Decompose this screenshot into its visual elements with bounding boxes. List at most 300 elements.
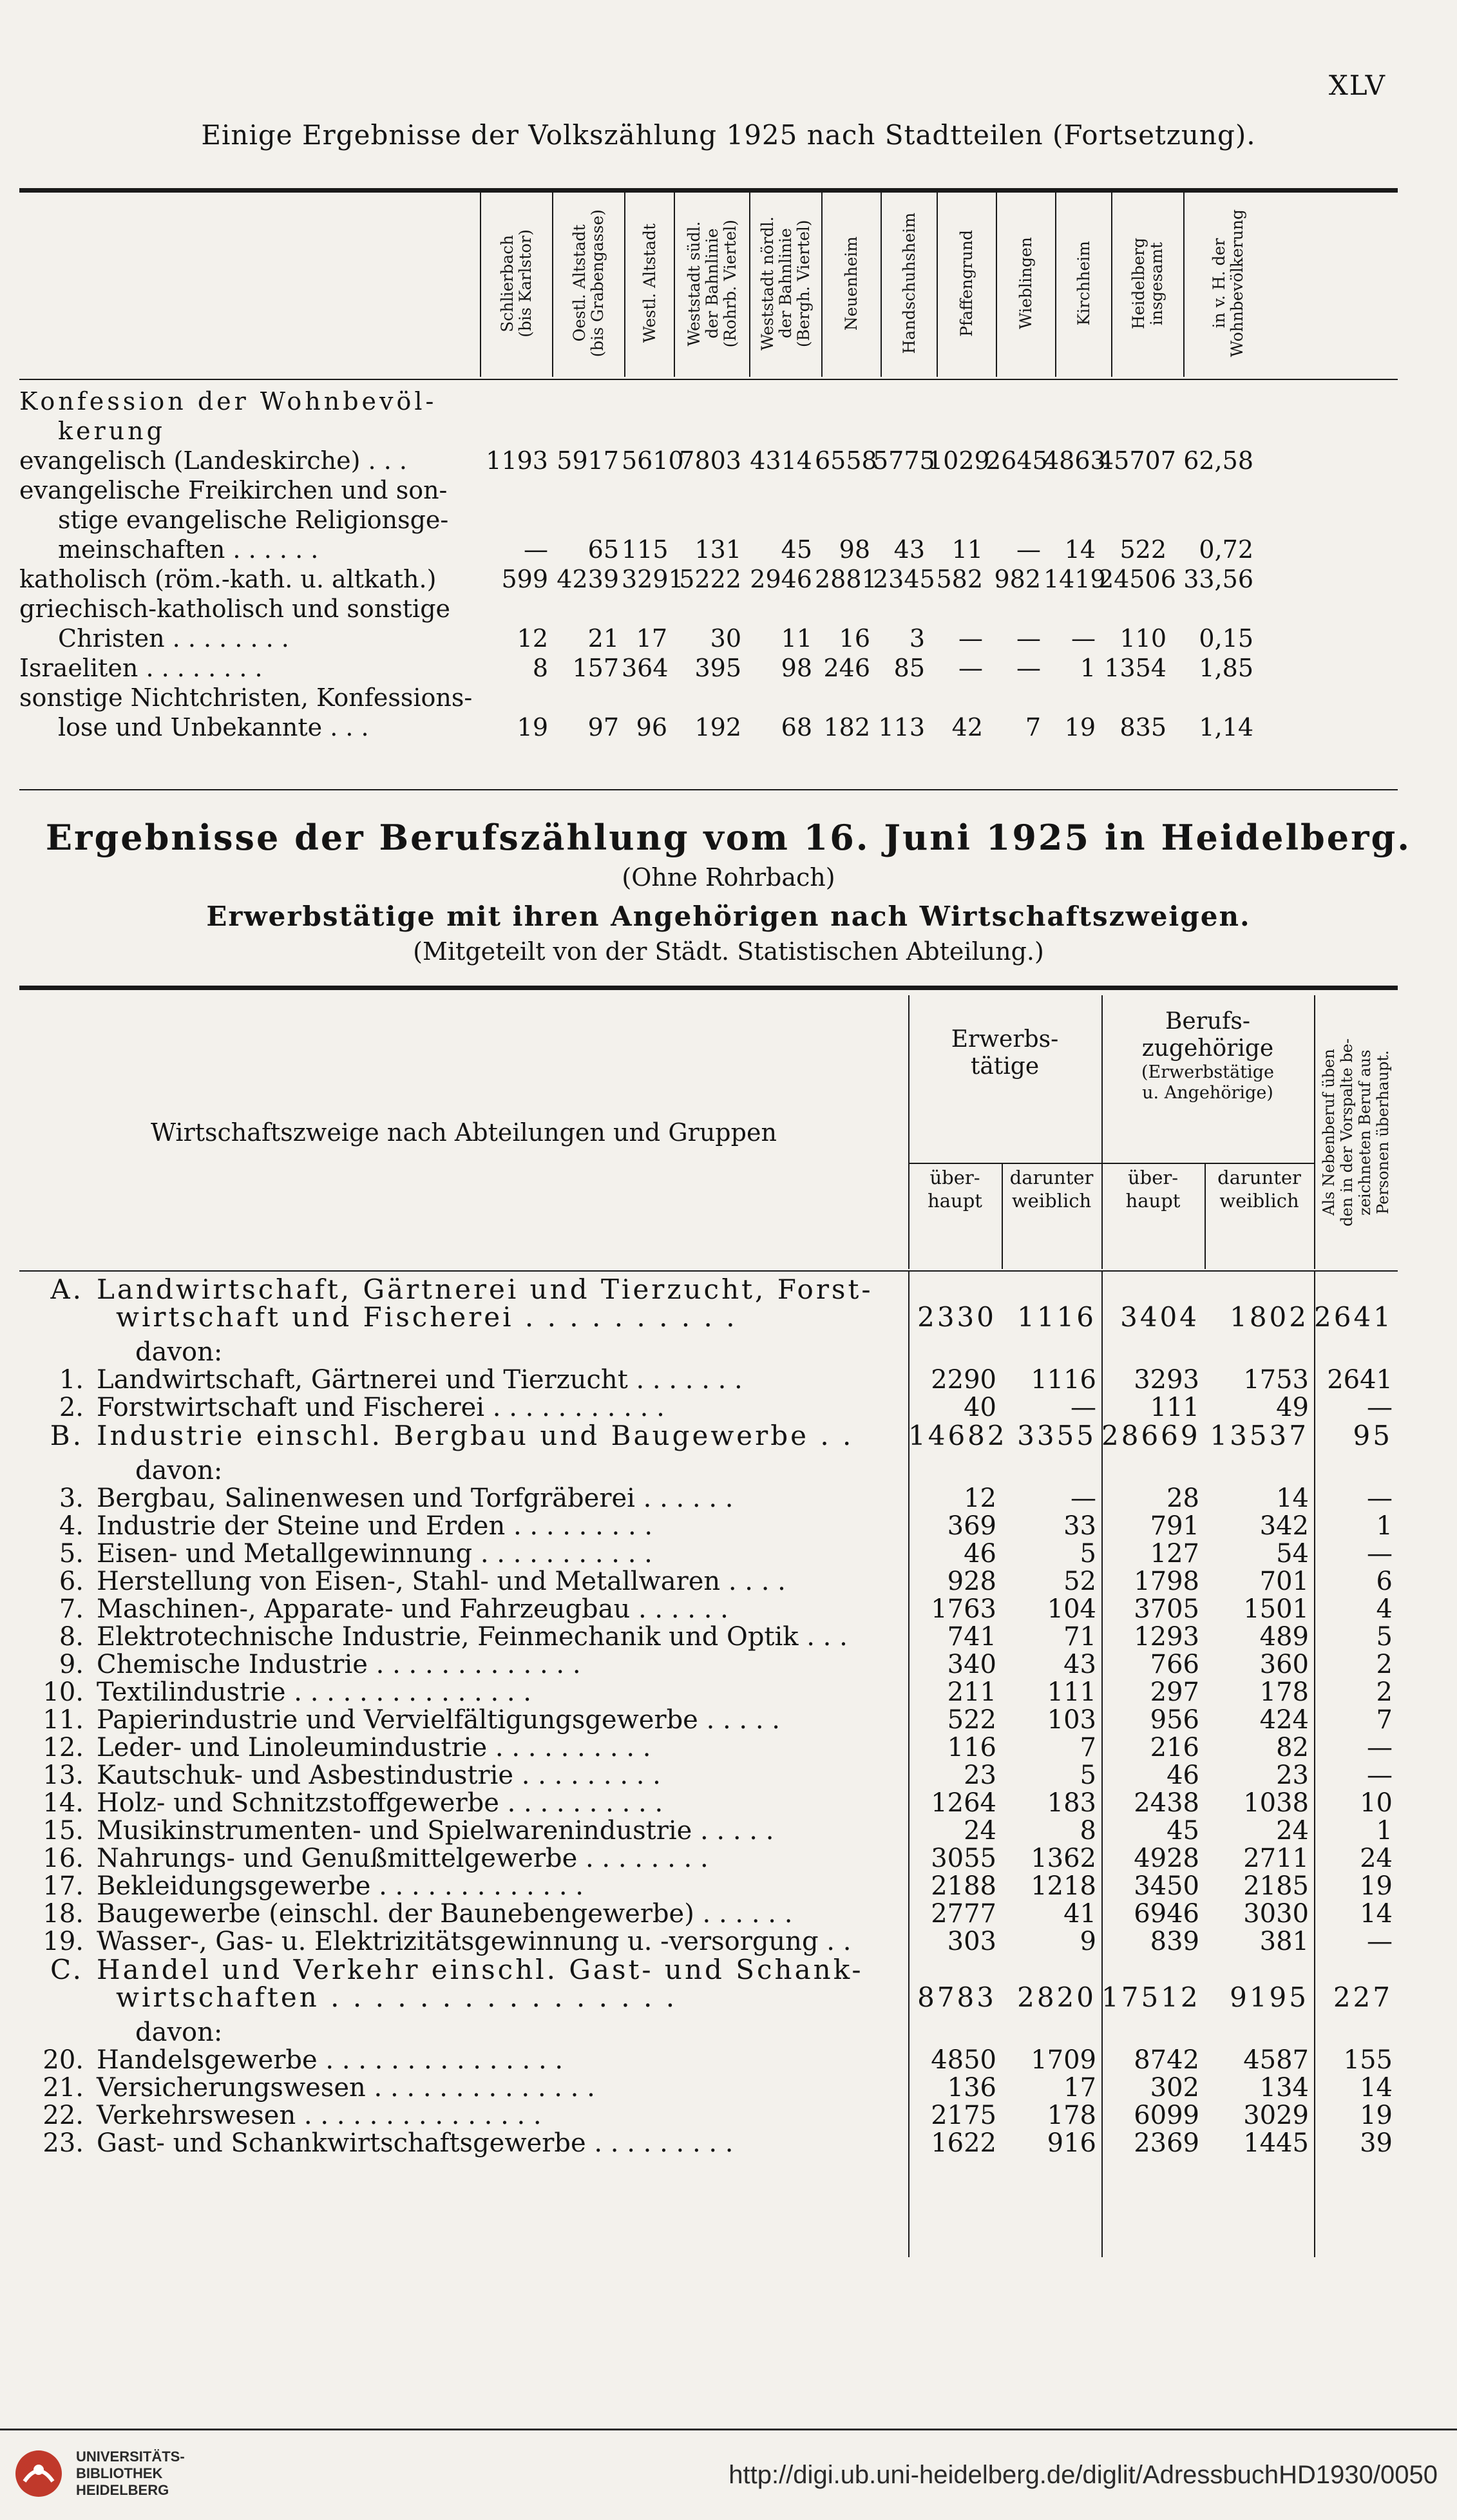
logo-line-3: HEIDELBERG — [76, 2482, 169, 2498]
table1-row-label: katholisch (röm.-kath. u. altkath.) — [19, 565, 437, 593]
table2-cell: 1293 — [1134, 1622, 1199, 1652]
table2-row-label: Landwirtschaft, Gärtnerei und Tierzucht . . . . . . . — [97, 1365, 743, 1395]
table2-row-label: Maschinen-, Apparate- und Fahrzeugbau . . . . . . — [97, 1594, 729, 1624]
table2-row-label: Versicherungswesen . . . . . . . . . . . . . . — [97, 2073, 595, 2103]
header-beruf-total: über- haupt — [1125, 1167, 1181, 1212]
table1-column-header — [674, 190, 749, 377]
table2-cell: 14 — [1360, 1899, 1393, 1929]
table2-cell: 1038 — [1243, 1788, 1309, 1818]
library-logo — [13, 2448, 185, 2499]
table2-cell: 2290 — [931, 1365, 996, 1395]
table2-row — [19, 1706, 1398, 1734]
table2-cell: 49 — [1276, 1393, 1309, 1422]
table2-row — [19, 2074, 1398, 2102]
table2-row-label: Bergbau, Salinenwesen und Torfgräberei . . . . . . — [97, 1484, 734, 1513]
header-nebenberuf-text: Als Nebenberuf üben den in der Vorspalte be- zeichneten Beruf aus Personen überhaupt. — [1320, 1038, 1392, 1227]
table2-row-number: 16. — [43, 1844, 84, 1873]
table2-cell: 82 — [1276, 1733, 1309, 1762]
table2-top-rule — [19, 986, 1398, 990]
table2-cell: 489 — [1259, 1622, 1309, 1652]
table1-cell: 131 — [694, 535, 741, 564]
library-logo-text — [76, 2448, 185, 2499]
table2-subtitle-3: (Mitgeteilt von der Städt. Statistischen Abteilung.) — [413, 937, 1044, 966]
table2-cell: 8 — [1080, 1816, 1096, 1846]
table2-cell: 2369 — [1134, 2128, 1199, 2158]
table2-sector-row — [19, 1956, 1398, 1983]
table2-cell: 14 — [1276, 1484, 1309, 1513]
table2-row — [19, 2130, 1398, 2157]
table2-cell: 8742 — [1134, 2045, 1199, 2075]
table2-cell: 4 — [1376, 1594, 1393, 1624]
table2-row-label: Leder- und Linoleumindustrie . . . . . . . . . . — [97, 1733, 651, 1762]
table2-row — [19, 2019, 1398, 2047]
table2-cell: 839 — [1150, 1927, 1199, 1956]
table1-row-label: stige evangelische Religionsge- — [58, 506, 449, 534]
table1-cell: 246 — [823, 654, 870, 682]
table1-cell: 2345 — [873, 565, 935, 593]
table1-column-header — [1111, 190, 1183, 377]
table2-row-label: Baugewerbe (einschl. der Baunebengewerbe) . . . . . . — [97, 1899, 793, 1929]
logo-line-1: UNIVERSITÄTS- — [76, 2448, 185, 2465]
table2-cell: 10 — [1360, 1788, 1393, 1818]
table2-cell: 216 — [1150, 1733, 1199, 1762]
table2-cell: 28669 — [1101, 1420, 1201, 1451]
table1-row-values — [480, 624, 1256, 653]
table1-cell: 45707 — [1098, 446, 1176, 475]
table2-sector-row — [19, 1303, 1398, 1331]
table2-row — [19, 1485, 1398, 1513]
table2-row-label: Herstellung von Eisen-, Stahl- und Metallwaren . . . . — [97, 1567, 786, 1596]
table2-title: Ergebnisse der Berufszählung vom 16. Juni 1925 in Heidelberg. — [45, 817, 1412, 858]
table2-cell: 2175 — [931, 2101, 996, 2130]
table1-cell: 1354 — [1104, 654, 1167, 682]
table2-row-label: Handelsgewerbe . . . . . . . . . . . . . . . — [97, 2045, 564, 2075]
table2-cell: 340 — [947, 1650, 996, 1679]
table2-header-rule — [19, 1270, 1398, 1272]
table1-cell: 599 — [501, 565, 548, 593]
table2-row-number: 6. — [59, 1567, 84, 1596]
table1-column-header — [821, 190, 881, 377]
table2-row — [19, 1366, 1398, 1394]
table2-cell: 5 — [1376, 1622, 1393, 1652]
table1-title: Einige Ergebnisse der Volkszählung 1925 nach Stadtteilen (Fortsetzung). — [201, 119, 1256, 151]
table2-subtitle-2: Erwerbstätige mit ihren Angehörigen nach Wirtschaftszweigen. — [206, 901, 1251, 932]
table1-cell: 0,72 — [1199, 535, 1253, 564]
table2-cell: 916 — [1047, 2128, 1096, 2158]
table1-row — [19, 446, 1398, 475]
header-berufszugehoerige-line4: u. Angehörige) — [1142, 1083, 1273, 1103]
table1-cell: 17 — [636, 624, 667, 653]
table2-cell: — — [1367, 1484, 1393, 1513]
table2-cell: 95 — [1353, 1420, 1393, 1451]
table2-row-label: Landwirtschaft, Gärtnerei und Tierzucht, Forst- — [97, 1274, 873, 1305]
table2-subtitle-1: (Ohne Rohrbach) — [622, 863, 835, 892]
table2-cell: 1116 — [1017, 1301, 1096, 1333]
table1-cell: 62,58 — [1183, 446, 1253, 475]
table1-column-header-text: Neuenheim — [842, 236, 861, 331]
table2-cell: 39 — [1360, 2128, 1393, 2158]
table2-cell: 6946 — [1134, 1899, 1199, 1929]
table2-cell: 297 — [1150, 1677, 1199, 1707]
table2-row-label: wirtschaften . . . . . . . . . . . . . . . . — [116, 1981, 678, 2013]
table1-heading-row — [19, 387, 1398, 416]
table2-cell: — — [1367, 1761, 1393, 1790]
table2-row-number: 14. — [43, 1788, 84, 1818]
table2-row-number: 23. — [43, 2128, 84, 2158]
table2-row-label: Eisen- und Metallgewinnung . . . . . . . . . . . — [97, 1539, 652, 1569]
header-berufszugehoerige — [1101, 1008, 1314, 1103]
table2-cell: 9195 — [1230, 1981, 1309, 2013]
table2-row-label: Bekleidungsgewerbe . . . . . . . . . . . . . — [97, 1871, 584, 1901]
table2-row — [19, 1568, 1398, 1596]
table1-row-label: evangelisch (Landeskirche) . . . — [19, 446, 407, 475]
table1-cell: 96 — [636, 713, 667, 741]
table1-row — [19, 564, 1398, 594]
table2-cell: 3030 — [1243, 1899, 1309, 1929]
table2-row-number: 12. — [43, 1733, 84, 1762]
table2-row-number: 21. — [43, 2073, 84, 2103]
table1-column-header-text: in v. H. der Wohnbevölkerung — [1209, 209, 1246, 358]
logo-line-2: BIBLIOTHEK — [76, 2465, 163, 2481]
table2-sector-row — [19, 1422, 1398, 1449]
table1-cell: 182 — [823, 713, 870, 741]
table2-row — [19, 1734, 1398, 1762]
table2-cell: 522 — [947, 1705, 996, 1735]
table2-row-label: Gast- und Schankwirtschaftsgewerbe . . . . . . . . . — [97, 2128, 734, 2158]
table2-cell: 3404 — [1120, 1301, 1199, 1333]
table2-cell: 104 — [1047, 1594, 1096, 1624]
table1-cell: 3291 — [622, 565, 684, 593]
table1-cell: 11 — [951, 535, 983, 564]
table1-column-header — [552, 190, 624, 377]
table2-cell: 19 — [1360, 1871, 1393, 1901]
table2-cell: 45 — [1167, 1816, 1199, 1846]
header-erwerbstaetige-line1: Erwerbs- — [951, 1026, 1059, 1053]
table2-cell: 183 — [1047, 1788, 1096, 1818]
table2-cell: 23 — [964, 1761, 996, 1790]
table2-cell: — — [1367, 1927, 1393, 1956]
table2-row-number: 17. — [43, 1871, 84, 1901]
header-berufszugehoerige-line3: (Erwerbstätige — [1141, 1062, 1274, 1082]
table1-body — [19, 387, 1398, 742]
table2-cell: 928 — [947, 1567, 996, 1596]
table2-cell: 3705 — [1134, 1594, 1199, 1624]
table2-row-number: 1. — [59, 1365, 84, 1395]
table1-cell: 4863 — [1043, 446, 1106, 475]
table2-cell: 136 — [947, 2073, 996, 2103]
table2-row-label: davon: — [135, 2018, 223, 2047]
table1-row-values — [480, 446, 1256, 475]
table1-column-header-text: Handschuhsheim — [899, 213, 919, 354]
table2-cell: 381 — [1259, 1927, 1309, 1956]
table1-row-values — [480, 712, 1256, 742]
table1-cell: 98 — [781, 654, 812, 682]
table1-cell: 21 — [587, 624, 619, 653]
table2-row — [19, 1623, 1398, 1651]
table1-cell: 8 — [532, 654, 548, 682]
table2-cell: — — [1071, 1484, 1096, 1513]
table1-column-header-text: Weststadt nördl. der Bahnlinie (Bergh. Viertel) — [758, 216, 813, 351]
table1-cell: 3 — [909, 624, 925, 653]
table2-row-label: Holz- und Schnitzstoffgewerbe . . . . . . . . . . — [97, 1788, 663, 1818]
table1-row-label: meinschaften . . . . . . — [58, 535, 319, 564]
table2-row-number: 15. — [43, 1816, 84, 1846]
table1-cell: 0,15 — [1199, 624, 1253, 653]
table1-row-label: griechisch-katholisch und sonstige — [19, 595, 451, 623]
table1-cell: 192 — [694, 713, 741, 741]
table1-cell: — — [1071, 624, 1096, 653]
table1-cell: 33,56 — [1183, 565, 1253, 593]
table2-cell: 1362 — [1031, 1844, 1096, 1873]
table2-cell: 3450 — [1134, 1871, 1199, 1901]
table2-row-label: Textilindustrie . . . . . . . . . . . . . . . — [97, 1677, 532, 1707]
table2-row-number: 7. — [59, 1594, 84, 1624]
table2-row-label: davon: — [135, 1337, 223, 1367]
table2-row-number: A. — [50, 1274, 84, 1305]
table2-row — [19, 1651, 1398, 1679]
table2-row — [19, 1339, 1398, 1366]
table1-column-header-text: Weststadt südl. der Bahnlinie (Rohrb. Viertel) — [684, 219, 739, 348]
table2-cell: 4928 — [1134, 1844, 1199, 1873]
table2-cell: 1798 — [1134, 1567, 1199, 1596]
table2-cell: 4850 — [931, 2045, 996, 2075]
table2-cell: 956 — [1150, 1705, 1199, 1735]
table2-cell: 360 — [1259, 1650, 1309, 1679]
table2-cell: 52 — [1063, 1567, 1096, 1596]
table2-cell: 24 — [1360, 1844, 1393, 1873]
table2-cell: 369 — [947, 1511, 996, 1541]
table2-cell: 178 — [1259, 1677, 1309, 1707]
table2-cell: 1501 — [1243, 1594, 1309, 1624]
table2-header — [19, 995, 1398, 1269]
table1-column-header — [749, 190, 821, 377]
library-logo-icon — [13, 2448, 64, 2499]
table1-row-values — [480, 535, 1256, 564]
table2-row-number: 11. — [43, 1705, 84, 1735]
table2-row-number: B. — [50, 1420, 84, 1451]
table2-row — [19, 2047, 1398, 2074]
table2-row — [19, 1513, 1398, 1540]
table1-heading2: kerung — [58, 417, 166, 445]
table1-cell: 157 — [572, 654, 619, 682]
table2-cell: — — [1071, 1393, 1096, 1422]
table2-row — [19, 1928, 1398, 1956]
table2-cell: 178 — [1047, 2101, 1096, 2130]
table2-cell: 5 — [1080, 1761, 1096, 1790]
table2-row — [19, 1540, 1398, 1568]
table1-column-header-text: Heidelberg insgesamt — [1129, 237, 1166, 330]
table1-column-header-text: Wieblingen — [1016, 237, 1035, 330]
table1-cell: 1,85 — [1199, 654, 1253, 682]
table2-row-number: 2. — [59, 1393, 84, 1422]
table1-cell: 522 — [1119, 535, 1167, 564]
page-number: XLV — [1328, 70, 1386, 101]
table1-header-rule — [19, 379, 1398, 380]
table1-cell: — — [1016, 654, 1041, 682]
table1-bottom-rule — [19, 789, 1398, 790]
table1-cell: 1193 — [486, 446, 548, 475]
table2-row — [19, 1873, 1398, 1900]
table2-row — [19, 1845, 1398, 1873]
table2-cell: 2 — [1376, 1650, 1393, 1679]
table2-row-label: Wasser-, Gas- u. Elektrizitätsgewinnung u. -versorgung . . — [97, 1927, 852, 1956]
table2-row — [19, 1596, 1398, 1623]
table1-cell: 5917 — [557, 446, 619, 475]
table1-row — [19, 475, 1398, 564]
table2-cell: 111 — [1047, 1677, 1096, 1707]
table2-cell: 41 — [1063, 1899, 1096, 1929]
table2-cell: 155 — [1343, 2045, 1393, 2075]
table1-cell: 16 — [839, 624, 870, 653]
table2-cell: 2 — [1376, 1677, 1393, 1707]
table2-row-label: Industrie einschl. Bergbau und Baugewerbe . . — [97, 1420, 854, 1451]
table1-column-header — [937, 190, 996, 377]
table2-row-number: 9. — [59, 1650, 84, 1679]
table1-cell: 4239 — [557, 565, 619, 593]
table1-column-headers — [480, 190, 1271, 377]
table1-cell: 12 — [517, 624, 548, 653]
table2-cell: 116 — [947, 1733, 996, 1762]
table1-cell: — — [958, 654, 983, 682]
table1-column-header-text: Westl. Altstadt — [640, 224, 659, 343]
table2-cell: 5 — [1080, 1539, 1096, 1569]
table1-cell: 98 — [839, 535, 870, 564]
table2-row-number: 18. — [43, 1899, 84, 1929]
table1-cell: 395 — [694, 654, 741, 682]
table2-cell: 3055 — [931, 1844, 996, 1873]
table2-cell: 2188 — [931, 1871, 996, 1901]
table2-row-label: wirtschaft und Fischerei . . . . . . . . . . — [116, 1301, 738, 1333]
table2-cell: 1763 — [931, 1594, 996, 1624]
table2-row-label: Handel und Verkehr einschl. Gast- und Schank- — [97, 1954, 864, 1985]
table1-column-header — [996, 190, 1055, 377]
table1-cell: 5775 — [873, 446, 935, 475]
table2-row-number: 19. — [43, 1927, 84, 1956]
table1-cell: 85 — [893, 654, 925, 682]
table2-cell: 1116 — [1031, 1365, 1096, 1395]
table1-cell: 43 — [893, 535, 925, 564]
table2-row-label: Kautschuk- und Asbestindustrie . . . . . . . . . — [97, 1761, 661, 1790]
table1-cell: 364 — [622, 654, 669, 682]
table1-cell: 2881 — [815, 565, 877, 593]
table2-row-number: C. — [50, 1954, 84, 1985]
table1-cell: 5610 — [622, 446, 684, 475]
table1-row-label: Israeliten . . . . . . . . — [19, 654, 263, 682]
table1-cell: 24506 — [1098, 565, 1176, 593]
table1-cell: 1 — [1080, 654, 1096, 682]
table1-column-header — [1183, 190, 1271, 377]
header-erwerbstaetige-line2: tätige — [970, 1053, 1040, 1080]
table1-cell: 1419 — [1043, 565, 1106, 593]
table2-cell: 4587 — [1243, 2045, 1309, 2075]
table2-row — [19, 1457, 1398, 1485]
table1-column-header-text: Kirchheim — [1074, 241, 1093, 326]
table2-cell: 14682 — [908, 1420, 1007, 1451]
table1-row — [19, 683, 1398, 742]
table2-cell: 17 — [1063, 2073, 1096, 2103]
table1-cell: 4314 — [750, 446, 812, 475]
table2-cell: 1264 — [931, 1788, 996, 1818]
table1-cell: 14 — [1064, 535, 1096, 564]
table2-cell: 701 — [1259, 1567, 1309, 1596]
table2-cell: 2820 — [1017, 1981, 1096, 2013]
table2-cell: 19 — [1360, 2101, 1393, 2130]
table2-cell: — — [1367, 1733, 1393, 1762]
table2-row-label: Elektrotechnische Industrie, Feinmechanik und Optik . . . — [97, 1622, 848, 1652]
table2-row-label: Chemische Industrie . . . . . . . . . . . . . — [97, 1650, 581, 1679]
table2-row-number: 4. — [59, 1511, 84, 1541]
table2-cell: 1753 — [1243, 1365, 1309, 1395]
table1-cell: 5222 — [679, 565, 741, 593]
table1-cell: 11 — [781, 624, 812, 653]
table2-cell: 127 — [1150, 1539, 1199, 1569]
table1-cell: 42 — [951, 713, 983, 741]
table2-cell: 3355 — [1017, 1420, 1096, 1451]
table2-row-label: davon: — [135, 1456, 223, 1485]
table2-sector-header: Wirtschaftszweige nach Abteilungen und Gruppen — [151, 1118, 777, 1147]
table2-row-number: 10. — [43, 1677, 84, 1707]
table1-column-header — [881, 190, 937, 377]
header-erwerb-female: darunter weiblich — [1009, 1167, 1094, 1212]
table2-row-number: 20. — [43, 2045, 84, 2075]
table2-cell: 7 — [1376, 1705, 1393, 1735]
table2-cell: 6099 — [1134, 2101, 1199, 2130]
table2-cell: 8783 — [917, 1981, 996, 2013]
table1-cell: 2946 — [750, 565, 812, 593]
table2-cell: 1445 — [1243, 2128, 1309, 2158]
table1-cell: 97 — [587, 713, 619, 741]
table2-row-number: 8. — [59, 1622, 84, 1652]
table2-cell: 54 — [1276, 1539, 1309, 1569]
table2-cell: 13537 — [1210, 1420, 1309, 1451]
table2-cell: 43 — [1063, 1650, 1096, 1679]
table2-cell: 2185 — [1243, 1871, 1309, 1901]
header-berufszugehoerige-line2: zugehörige — [1141, 1035, 1274, 1062]
table1-row-label: lose und Unbekannte . . . — [58, 713, 369, 741]
table1-cell: 113 — [878, 713, 925, 741]
table1-row — [19, 594, 1398, 653]
table2-row-label: Verkehrswesen . . . . . . . . . . . . . . . — [97, 2101, 542, 2130]
table2-row-label: Musikinstrumenten- und Spielwarenindustrie . . . . . — [97, 1816, 774, 1846]
source-url-link[interactable]: http://digi.ub.uni-heidelberg.de/diglit/AdressbuchHD1930/0050 — [729, 2461, 1438, 2489]
table2-sector-row — [19, 1983, 1398, 2011]
table2-cell: 791 — [1150, 1511, 1199, 1541]
table2-row-label: Nahrungs- und Genußmittelgewerbe . . . . . . . . — [97, 1844, 709, 1873]
table1-cell: 2645 — [986, 446, 1048, 475]
table2-cell: 24 — [1276, 1816, 1309, 1846]
table2-row — [19, 1679, 1398, 1706]
header-berufszugehoerige-line1: Berufs- — [1165, 1008, 1251, 1035]
table2-cell: 46 — [1167, 1761, 1199, 1790]
table1-column-header-text: Schlierbach (bis Karlstor) — [498, 229, 535, 338]
table2-cell: 2438 — [1134, 1788, 1199, 1818]
table2-cell: 2777 — [931, 1899, 996, 1929]
table2-cell: 3029 — [1243, 2101, 1309, 2130]
table2-cell: 24 — [964, 1816, 996, 1846]
table1-cell: 982 — [994, 565, 1041, 593]
table2-row-number: 13. — [43, 1761, 84, 1790]
table2-cell: 424 — [1259, 1705, 1309, 1735]
table2-cell: 111 — [1150, 1393, 1199, 1422]
table2-cell: — — [1367, 1539, 1393, 1569]
table2-cell: 741 — [947, 1622, 996, 1652]
table2-cell: 9 — [1080, 1927, 1096, 1956]
table1-cell: 68 — [781, 713, 812, 741]
table2-cell: 134 — [1259, 2073, 1309, 2103]
table2-cell: 17512 — [1101, 1981, 1201, 2013]
table2-row — [19, 1900, 1398, 1928]
table2-cell: 766 — [1150, 1650, 1199, 1679]
